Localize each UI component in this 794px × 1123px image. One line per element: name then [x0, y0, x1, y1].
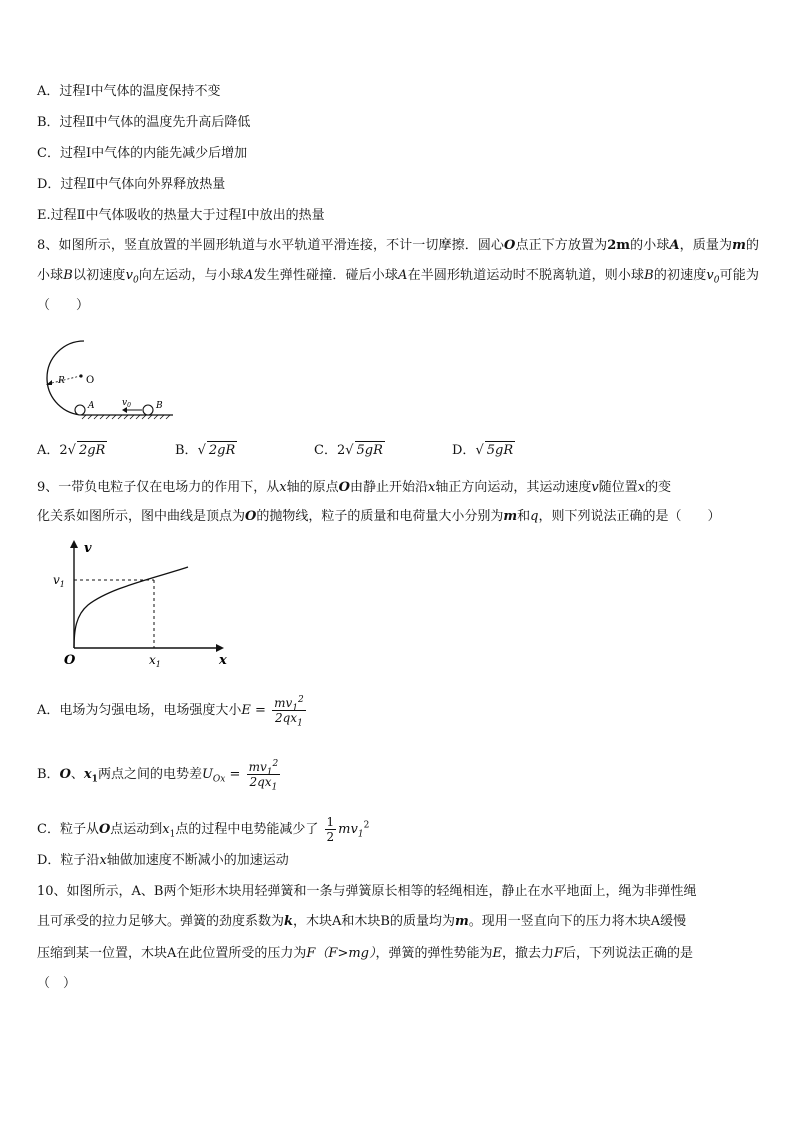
x-axis-arrow — [216, 644, 224, 652]
q8-option-d: D．√ 5gR — [452, 443, 514, 458]
label-x1: $x_1$ — [149, 653, 161, 668]
ball-a — [75, 405, 85, 415]
label-b: B — [156, 401, 163, 411]
q10-stem-line-2: 且可承受的拉力足够大。弹簧的劲度系数为k，木块A和木块B的质量均为m。现用一竖直向下的压力将木块A缓慢 — [37, 914, 687, 929]
q8-track-figure — [36, 335, 176, 425]
q10-answer-blank: （ ） — [37, 976, 77, 991]
q7-option-e: E.过程Ⅱ中气体吸收的热量大于过程Ⅰ中放出的热量 — [37, 208, 325, 223]
parabola-curve — [74, 567, 188, 648]
q9-stem-line-1: 9、一带负电粒子仅在电场力的作用下，从x轴的原点O由静止开始沿x轴正方向运动，其运动速度v随位置x的变 — [37, 480, 672, 495]
label-a: A — [88, 401, 95, 411]
q9c-fraction: $\frac{1}{2}$ — [326, 815, 335, 844]
label-x: x — [219, 653, 227, 668]
q10-stem-line-3: 压缩到某一位置，木块A在此位置所受的压力为F（F>mg），弹簧的弹性势能为E，撤去力F后，下列说法正确的是 — [37, 946, 694, 961]
q10-stem-line-1: 10、如图所示，A、B两个矩形木块用轻弹簧和一条与弹簧原长相等的轻绳相连，静止在水平地面上，绳为非弹性绳 — [37, 884, 697, 899]
label-r: R — [58, 376, 65, 386]
q7-option-b: B．过程Ⅱ中气体的温度先升高后降低 — [37, 115, 251, 130]
q8-option-a: A．2√ 2gR — [37, 443, 106, 458]
label-o: O — [64, 653, 76, 668]
label-o: O — [86, 375, 95, 386]
q9-option-d: D．粒子沿x轴做加速度不断减小的加速运动 — [37, 853, 289, 868]
ball-b — [143, 405, 153, 415]
semicircle-track — [47, 341, 84, 415]
q9-velocity-graph — [48, 535, 238, 668]
q7-option-c: C．过程Ⅰ中气体的内能先减少后增加 — [37, 146, 248, 161]
label-v1: $v_1$ — [53, 573, 65, 589]
v-axis-arrow — [70, 540, 78, 548]
q7-option-a: A．过程Ⅰ中气体的温度保持不变 — [37, 84, 221, 99]
q9b-fraction: $\frac{mv_1^2}{2qx_1}$ — [248, 759, 279, 793]
q8-stem: 8、如图所示，竖直放置的半圆形轨道与水平轨道平滑连接，不计一切摩擦．圆心O点正下方放置为2m的小球A，质量为m的小球B以初速度$v_0$向左运动，与小球A发生弹性碰撞．碰后小球A在半圆形轨道运动时不脱离轨道，则小球B的初速度$v_0$可能为（ ） — [37, 238, 759, 313]
label-v: v — [84, 541, 92, 556]
q8-option-b: B．√ 2gR — [175, 443, 236, 458]
q7-option-d: D．过程Ⅱ中气体向外界释放热量 — [37, 177, 226, 192]
q8-option-c: C．2√ 5gR — [314, 443, 383, 458]
q9-option-b: B．O、$x_1$两点之间的电势差$U_{Ox}$ = $\frac{mv_1^2}{2qx_1}$ — [37, 759, 279, 793]
label-v0: $v_0$ — [122, 398, 131, 409]
q9-stem-line-2: 化关系如图所示，图中曲线是顶点为O的抛物线，粒子的质量和电荷量大小分别为m和q，则下列说法正确的是（ ） — [37, 509, 721, 524]
q9a-fraction: $\frac{mv_1^2}{2qx_1}$ — [274, 695, 304, 729]
q9-option-c: C．粒子从O点运动到$x_1$点的过程中电势能减少了 $\frac{1}{2}$ $mv_1^2$ — [37, 815, 370, 844]
q9-option-a: A．电场为匀强电场，电场强度大小E = $\frac{mv_1^2}{2qx_1}$ — [37, 695, 304, 729]
center-dot — [79, 374, 82, 377]
